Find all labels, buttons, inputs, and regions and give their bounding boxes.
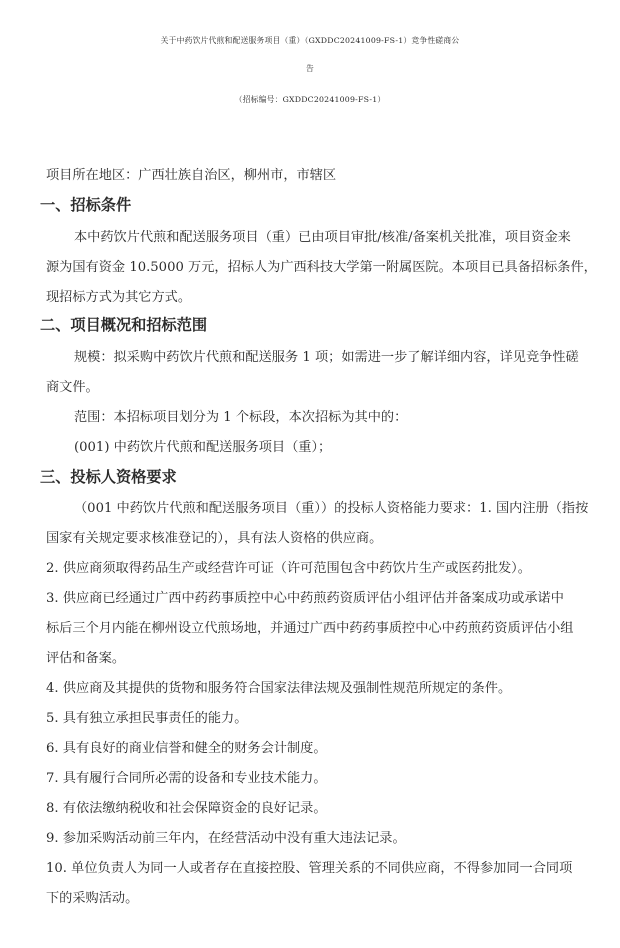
s2-paragraph-line: 规模：拟采购中药饮片代煎和配送服务 1 项；如需进一步了解详细内容，详见竞争性磋: [74, 350, 579, 365]
s3-paragraph-line: 标后三个月内能在柳州设立代煎场地，并通过广西中药药事质控中心中药煎药资质评估小组: [46, 621, 574, 636]
doc-title-line-1: 关于中药饮片代煎和配送服务项目（重）（GXDDC20241009-FS-1）竞争性磋商公: [160, 36, 460, 45]
s3-paragraph-line: 8. 有依法缴纳税收和社会保障资金的良好记录。: [46, 801, 327, 816]
s3-paragraph-line: 2. 供应商须取得药品生产或经营许可证（许可范围包含中药饮片生产或医药批发）。: [46, 561, 531, 576]
s1-paragraph-line: 本中药饮片代煎和配送服务项目（重）已由项目审批/核准/备案机关批准，项目资金来: [74, 230, 571, 245]
doc-title-code: （招标编号：GXDDC20241009-FS-1）: [234, 95, 386, 104]
section-heading-1: 一、招标条件: [40, 196, 132, 214]
s3-paragraph-line: 3. 供应商已经通过广西中药药事质控中心中药煎药资质评估小组评估并备案成功或承诺中: [46, 591, 564, 606]
s3-paragraph-line: 10. 单位负责人为同一人或者存在直接控股、管理关系的不同供应商，不得参加同一合同项: [46, 861, 573, 876]
s3-paragraph-line: 5. 具有独立承担民事责任的能力。: [46, 711, 248, 726]
s3-paragraph-line: （001 中药饮片代煎和配送服务项目（重））的投标人资格能力要求：1. 国内注册（指按: [74, 501, 589, 516]
s2-paragraph-line: (001) 中药饮片代煎和配送服务项目（重）；: [74, 440, 332, 455]
section-heading-3: 三、投标人资格要求: [40, 468, 177, 486]
s3-paragraph-line: 6. 具有良好的商业信誉和健全的财务会计制度。: [46, 741, 327, 756]
project-region: 项目所在地区：广西壮族自治区，柳州市，市辖区: [46, 168, 337, 183]
s3-paragraph-line: 国家有关规定要求核准登记的），具有法人资格的供应商。: [46, 531, 383, 546]
s3-paragraph-line: 评估和备案。: [46, 651, 126, 666]
s2-paragraph-line: 范围：本招标项目划分为 1 个标段，本次招标为其中的：: [74, 410, 408, 425]
s2-paragraph-line: 商文件。: [46, 380, 99, 395]
s3-paragraph-line: 9. 参加采购活动前三年内，在经营活动中没有重大违法记录。: [46, 831, 406, 846]
s3-paragraph-line: 7. 具有履行合同所必需的设备和专业技术能力。: [46, 771, 327, 786]
s3-paragraph-line: 下的采购活动。: [46, 891, 139, 906]
s3-paragraph-line: 4. 供应商及其提供的货物和服务符合国家法律法规及强制性规范所规定的条件。: [46, 681, 512, 696]
doc-title-line-2: 告: [306, 64, 314, 73]
s1-paragraph-line: 现招标方式为其它方式。: [46, 290, 192, 305]
s1-paragraph-line: 源为国有资金 10.5000 万元，招标人为广西科技大学第一附属医院。本项目已具备招标条件，: [46, 260, 597, 275]
section-heading-2: 二、项目概况和招标范围: [40, 316, 208, 334]
